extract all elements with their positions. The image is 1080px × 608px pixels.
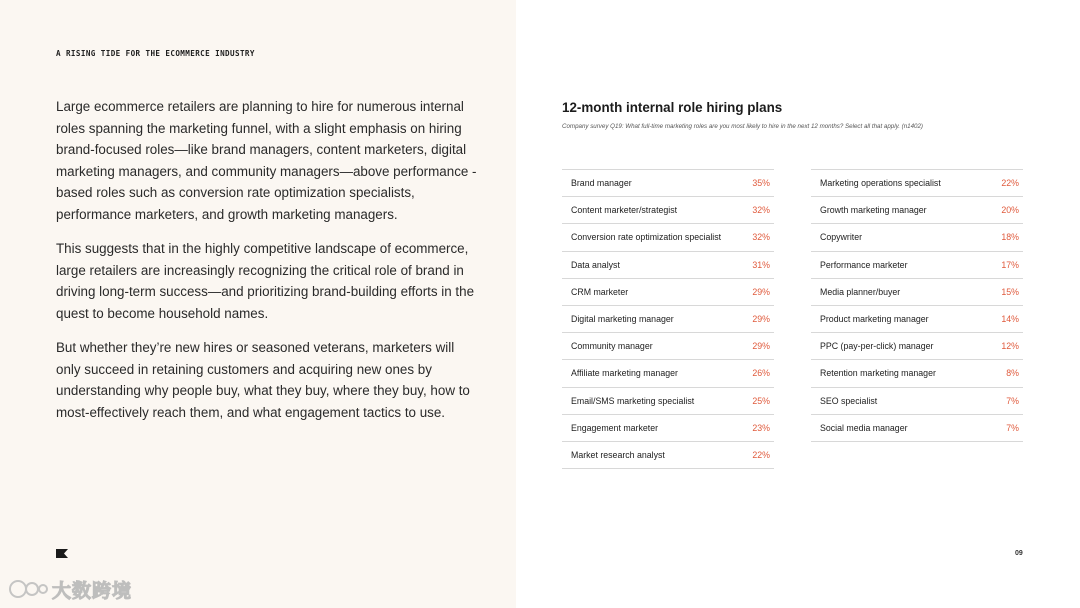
role-percent: 17% <box>1001 259 1019 270</box>
table-row <box>811 279 1023 306</box>
role-percent: 7% <box>1006 395 1019 406</box>
table-row <box>562 279 774 306</box>
role-label: Community manager <box>571 341 653 352</box>
chart-subtitle: Company survey Q19: What full-time marketing roles are you most likely to hire in the next 12 months? Select all that apply. (n1402) <box>562 123 923 130</box>
table-row <box>811 360 1023 387</box>
hiring-table-left-column <box>562 169 774 469</box>
role-percent: 32% <box>752 232 770 243</box>
table-row <box>811 415 1023 442</box>
watermark-text: 大数跨境 <box>52 579 133 602</box>
chart-title: 12-month internal role hiring plans <box>562 100 783 115</box>
role-label: Growth marketing manager <box>820 205 927 216</box>
hiring-table-right-column <box>811 169 1023 442</box>
table-row <box>811 306 1023 333</box>
role-percent: 14% <box>1001 314 1019 325</box>
body-copy <box>56 96 478 436</box>
role-percent: 32% <box>752 205 770 216</box>
role-label: SEO specialist <box>820 395 878 406</box>
role-percent: 35% <box>752 178 770 189</box>
role-percent: 26% <box>752 368 770 379</box>
body-paragraph-2: This suggests that in the highly competitive landscape of ecommerce, large retailers are increasingly recognizing the critical role of brand in driving long-term success—and prioritizing brand-building efforts in the quest to become household names. <box>56 241 475 321</box>
role-label: Content marketer/strategist <box>571 205 678 216</box>
role-percent: 8% <box>1006 368 1019 379</box>
role-label: Social media manager <box>820 422 908 433</box>
role-label: PPC (pay-per-click) manager <box>820 341 934 352</box>
role-label: Brand manager <box>571 178 632 189</box>
table-row <box>811 197 1023 224</box>
watermark-logo-icon <box>8 577 48 601</box>
table-row <box>562 197 774 224</box>
role-percent: 12% <box>1001 341 1019 352</box>
table-row <box>811 224 1023 251</box>
role-percent: 23% <box>752 422 770 433</box>
role-label: Market research analyst <box>571 449 665 460</box>
role-label: Conversion rate optimization specialist <box>571 232 722 243</box>
table-row <box>562 388 774 415</box>
role-label: Digital marketing manager <box>571 314 674 325</box>
role-label: Retention marketing manager <box>820 368 936 379</box>
role-label: Engagement marketer <box>571 422 659 433</box>
watermark <box>8 575 132 603</box>
table-row <box>811 388 1023 415</box>
role-label: Data analyst <box>571 259 620 270</box>
table-row <box>562 224 774 251</box>
role-percent: 7% <box>1006 422 1019 433</box>
role-percent: 29% <box>752 286 770 297</box>
role-percent: 15% <box>1001 286 1019 297</box>
role-percent: 20% <box>1001 205 1019 216</box>
role-label: Marketing operations specialist <box>820 178 941 189</box>
table-row <box>562 333 774 360</box>
table-row <box>811 252 1023 279</box>
body-paragraph-3: But whether they’re new hires or seasoned veterans, marketers will only succeed in retaining customers and acquiring new ones by understanding why people buy, what they buy, where they buy, how to most-effectively reach them, and what engagement tactics to use. <box>56 340 470 420</box>
table-row <box>562 252 774 279</box>
role-percent: 22% <box>752 449 770 460</box>
body-paragraph-1: Large ecommerce retailers are planning to hire for numerous internal roles spanning the marketing funnel, with a slight emphasis on hiring brand-focused roles—like brand managers, content marketers, digital marketing managers, and community managers—above performance -based roles such as conversion rate optimization specialists, performance marketers, and growth marketing managers. <box>56 99 477 222</box>
role-label: Product marketing manager <box>820 314 929 325</box>
role-percent: 22% <box>1001 178 1019 189</box>
table-row <box>562 306 774 333</box>
role-label: CRM marketer <box>571 286 629 297</box>
role-label: Affiliate marketing manager <box>571 368 678 379</box>
table-row <box>811 333 1023 360</box>
role-percent: 18% <box>1001 232 1019 243</box>
role-label: Performance marketer <box>820 259 908 270</box>
role-percent: 29% <box>752 314 770 325</box>
section-eyebrow: A RISING TIDE FOR THE ECOMMERCE INDUSTRY <box>56 49 255 58</box>
role-percent: 31% <box>752 259 770 270</box>
table-row <box>811 170 1023 197</box>
table-row <box>562 442 774 469</box>
brand-flag-icon <box>56 549 68 558</box>
table-row <box>562 170 774 197</box>
role-percent: 29% <box>752 341 770 352</box>
table-row <box>562 360 774 387</box>
table-row <box>562 415 774 442</box>
role-label: Email/SMS marketing specialist <box>571 395 695 406</box>
role-label: Copywriter <box>820 232 863 243</box>
role-percent: 25% <box>752 395 770 406</box>
page-number: 09 <box>1015 550 1023 557</box>
role-label: Media planner/buyer <box>820 286 901 297</box>
